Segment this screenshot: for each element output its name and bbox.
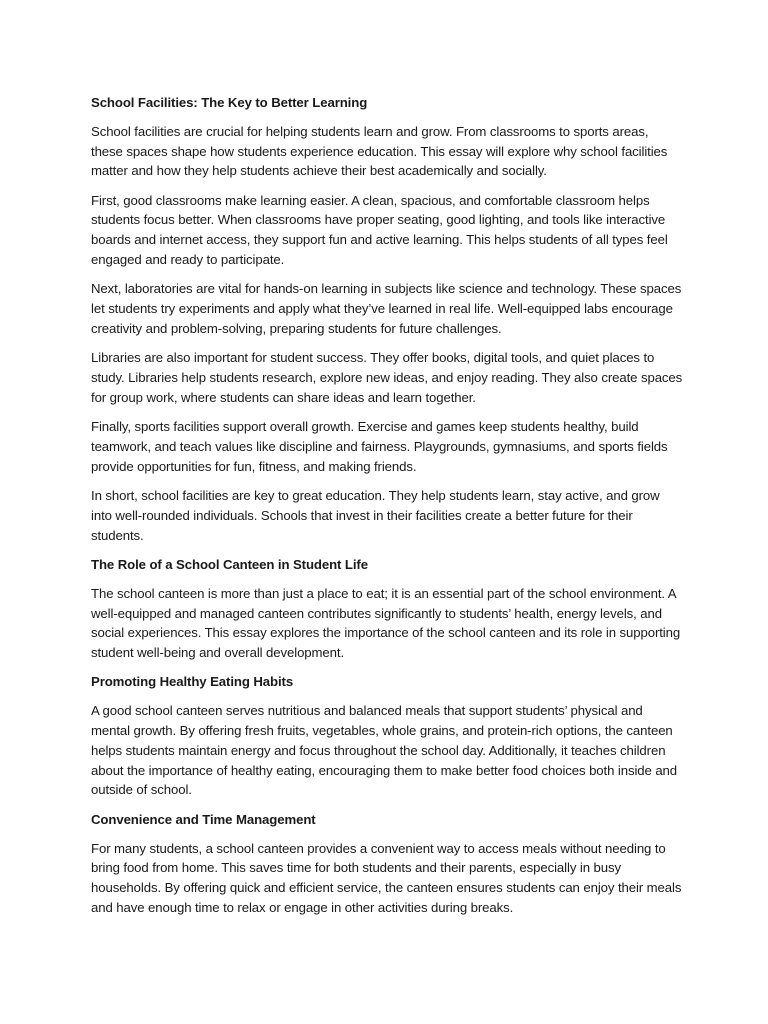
paragraph: In short, school facilities are key to great education. They help students learn, stay active, and grow into well-rounded individuals. Schools that invest in their facilities create a better future for their students. (91, 488, 660, 543)
paragraph: Libraries are also important for student success. They offer books, digital tools, and quiet places to study. Libraries help students research, explore new ideas, and enjoy reading. They also create spaces for group work, where students can share ideas and learn together. (91, 350, 683, 405)
paragraph: First, good classrooms make learning easier. A clean, spacious, and comfortable classroom helps students focus better. When classrooms have proper seating, good lighting, and tools like interactive boards and internet access, they support fun and active learning. This helps students of all types feel engaged and ready to participate. (91, 192, 668, 268)
section-heading: Convenience and Time Management (91, 811, 316, 827)
paragraph: Finally, sports facilities support overall growth. Exercise and games keep students healthy, build teamwork, and teach values like discipline and fairness. Playgrounds, gymnasiums, and sports fields provide opportunities for fun, fitness, and making friends. (91, 419, 668, 474)
section-heading: The Role of a School Canteen in Student Life (91, 556, 368, 572)
document-page (91, 93, 683, 927)
section-heading: School Facilities: The Key to Better Learning (91, 95, 368, 110)
paragraph: Next, laboratories are vital for hands-on learning in subjects like science and technology. These spaces let students try experiments and apply what they’ve learned in real life. Well-equipped labs encourage creativity and problem-solving, preparing students for future challenges. (91, 281, 682, 336)
paragraph: The school canteen is more than just a place to eat; it is an essential part of the school environment. A well-equipped and managed canteen contributes significantly to students’ health, energy levels, and social experiences. This essay explores the importance of the school canteen and its role in supporting student well-being and overall development. (91, 585, 681, 661)
paragraph: School facilities are crucial for helping students learn and grow. From classrooms to sports areas, these spaces shape how students experience education. This essay will explore why school facilities matter and how they help students achieve their best academically and socially. (91, 123, 668, 179)
section-heading: Promoting Healthy Eating Habits (91, 674, 294, 690)
paragraph: A good school canteen serves nutritious and balanced meals that support students’ physical and mental growth. By offering fresh fruits, vegetables, whole grains, and protein-rich options, the canteen helps students maintain energy and focus throughout the school day. Additionally, it teaches children about the importance of healthy eating, encouraging them to make better food choices both inside and outside of school. (91, 703, 678, 798)
paragraph: For many students, a school canteen provides a convenient way to access meals without needing to bring food from home. This saves time for both students and their parents, especially in busy households. By offering quick and efficient service, the canteen ensures students can enjoy their meals and have enough time to relax or engage in other activities during breaks. (91, 840, 682, 915)
